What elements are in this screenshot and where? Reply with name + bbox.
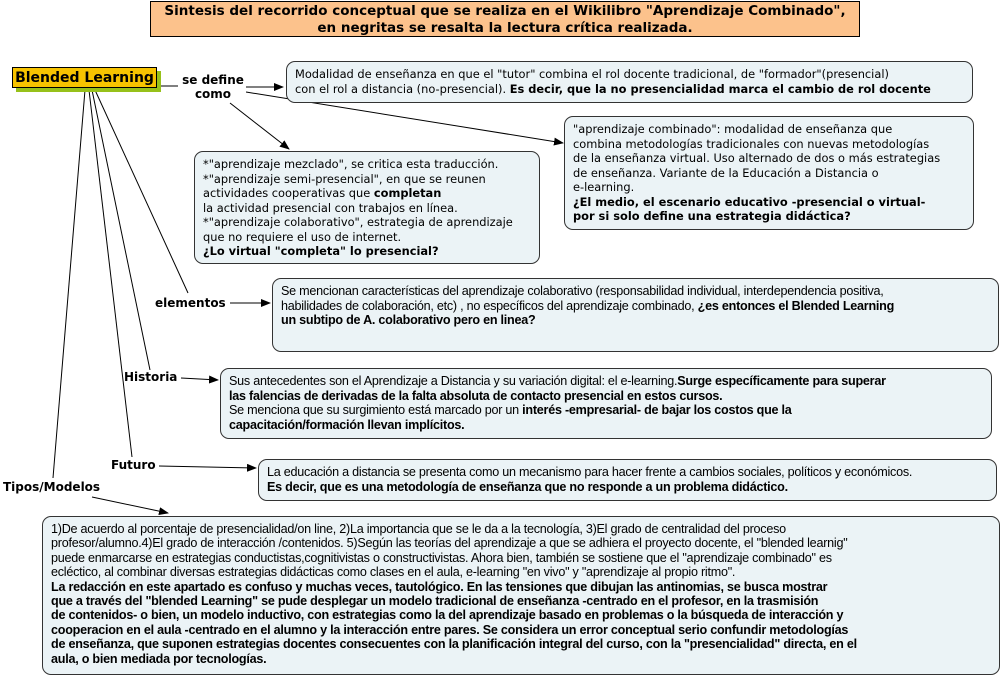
diagram-title bbox=[150, 1, 860, 37]
node-text: ecléctico, al combinar diversas estrategias didácticas como clases en el aula, e-learning "en vivo" y "aprendizaje al propio ritmo". bbox=[51, 565, 736, 580]
link-label-se-define bbox=[180, 73, 246, 101]
link-root-futuro bbox=[89, 90, 132, 457]
root-concept-blended-learning[interactable]: Blended Learning bbox=[12, 67, 157, 88]
link-root-tipos bbox=[53, 90, 85, 478]
arrow-to-traducciones bbox=[230, 103, 289, 149]
node-futuro[interactable] bbox=[258, 459, 997, 501]
node-text: puede enmarcarse en estrategias conductistas,cognitivistas o constructivistas. Ahora bien, también se sostiene que el "aprendizaje combinado" es bbox=[51, 550, 832, 565]
node-text: "aprendizaje combinado": modalidad de enseñanza que bbox=[573, 122, 893, 136]
node-text: actividades cooperativas que bbox=[203, 186, 374, 200]
node-critical-text: ¿es entonces el Blended Learning bbox=[697, 298, 895, 313]
node-definicion[interactable] bbox=[286, 61, 973, 103]
node-text: Modalidad de enseñanza en que el "tutor" combina el rol docente tradicional, de "formador"(presencial) bbox=[295, 67, 889, 81]
arrow-tipos bbox=[92, 497, 168, 513]
node-text: de enseñanza. Variante de la Educación a Distancia o bbox=[573, 165, 879, 180]
node-text: *"aprendizaje semi-presencial", en que se reunen bbox=[203, 171, 486, 186]
node-text: Sus antecedentes son el Aprendizaje a Distancia y su variación digital: el e-learning. bbox=[229, 374, 678, 388]
node-text: habilidades de colaboración, etc) , no específicos del aprendizaje combinado, bbox=[281, 298, 698, 313]
link-root-historia bbox=[92, 90, 150, 370]
node-text: que no requiere el uso de internet. bbox=[203, 229, 402, 244]
title-line-2: en negritas se resalta la lectura crítica realizada. bbox=[317, 20, 693, 36]
node-critical-text: Es decir, que la no presencialidad marca el cambio de rol docente bbox=[509, 81, 931, 96]
node-critical-text: cooperacion en el aula -centrado en el alumno y la interacción entre pares. Se considera un error conceptual serio confundir metodologías bbox=[51, 622, 849, 637]
node-critical-text: Surge específicamente para superar bbox=[677, 374, 886, 388]
node-critical-text: La redacción en este apartado es confuso y muchas veces, tautológico. En las tensiones que dibujan las antinomias, se busca mostrar bbox=[51, 579, 828, 594]
node-critical-text: ¿Lo virtual "completa" lo presencial? bbox=[203, 244, 439, 258]
node-text: con el rol a distancia (no-presencial). bbox=[295, 81, 510, 96]
node-critical-text: aula, o bien mediada por tecnologías. bbox=[51, 651, 267, 666]
node-text: la actividad presencial con trabajos en línea. bbox=[203, 200, 458, 215]
node-critical-text: interés -empresarial- de bajar los costos que la bbox=[522, 403, 792, 418]
title-line-1: Sintesis del recorrido conceptual que se realiza en el Wikilibro "Aprendizaje Combinado", bbox=[164, 3, 846, 19]
node-text: Se mencionan características del aprendizaje colaborativo (responsabilidad individual, interdependencia positiva, bbox=[281, 284, 884, 298]
node-tipos-modelos[interactable] bbox=[42, 516, 1000, 675]
node-critical-text: ¿El medio, el escenario educativo -presencial o virtual- bbox=[573, 194, 926, 209]
node-critical-text: un subtipo de A. colaborativo pero en linea? bbox=[281, 313, 536, 328]
link-label-elementos: elementos bbox=[155, 296, 226, 310]
node-critical-text: capacitación/formación llevan implícitos. bbox=[229, 417, 465, 432]
node-text: combina metodologías tradicionales con nuevas metodologías bbox=[573, 136, 930, 151]
node-historia[interactable] bbox=[220, 368, 992, 439]
node-critical-text: completan bbox=[373, 186, 442, 200]
link-root-elementos bbox=[95, 90, 188, 293]
node-traducciones[interactable] bbox=[194, 151, 540, 264]
link-label-tipos-modelos: Tipos/Modelos bbox=[3, 480, 101, 494]
node-critical-text: Es decir, que es una metodología de enseñanza que no responde a un problema didáctico. bbox=[267, 479, 788, 494]
arrow-historia bbox=[181, 378, 218, 380]
arrow-futuro bbox=[159, 466, 256, 468]
node-critical-text: las falencias de derivadas de la falta absoluta de contacto presencial en estos cursos. bbox=[229, 388, 723, 403]
node-critical-text: de enseñanza, que suponen estrategias docentes consecuentes con la planificación integral del curso, con la "presencialidad" directa, en el bbox=[51, 637, 857, 652]
node-text: Se menciona que su surgimiento está marcado por un bbox=[229, 403, 523, 418]
node-elementos[interactable] bbox=[272, 278, 999, 352]
node-critical-text: por si solo define una estrategia didáctica? bbox=[573, 209, 851, 223]
node-text: *"aprendizaje colaborativo", estrategia de aprendizaje bbox=[203, 215, 513, 229]
link-label-como-text: como bbox=[194, 87, 232, 101]
node-critical-text: de contenidos- o bien, un modelo inductivo, con estrategias como la del aprendizaje basado en problemas o la búsqueda de interacción y bbox=[51, 608, 844, 623]
node-aprendizaje-combinado[interactable] bbox=[564, 116, 974, 230]
link-label-historia: Historia bbox=[124, 370, 178, 384]
node-text: La educación a distancia se presenta como un mecanismo para hacer frente a cambios sociales, políticos y económicos. bbox=[267, 465, 913, 479]
node-text: profesor/alumno.4)El grado de interacción /contenidos. 5)Según las teorías del aprendizaje a que se adhiera el proyecto docente, el "blended learnig" bbox=[51, 536, 848, 551]
node-critical-text: que a través del "blended Learning" se pude desplegar un modelo tradicional de enseñanza -centrado en el profesor, en la trasmisión bbox=[51, 594, 819, 609]
node-text: e-learning. bbox=[573, 180, 635, 194]
link-label-futuro: Futuro bbox=[111, 458, 156, 472]
node-text: *"aprendizaje mezclado", se critica esta traducción. bbox=[203, 157, 499, 171]
node-text: de la enseñanza virtual. Uso alternado de dos o más estrategias bbox=[573, 151, 941, 165]
link-label-se-define-text: se define bbox=[182, 73, 244, 87]
node-text: 1)De acuerdo al porcentaje de presencialidad/on line, 2)La importancia que se le da a la tecnología, 3)El grado de centralidad del proceso bbox=[51, 522, 786, 536]
